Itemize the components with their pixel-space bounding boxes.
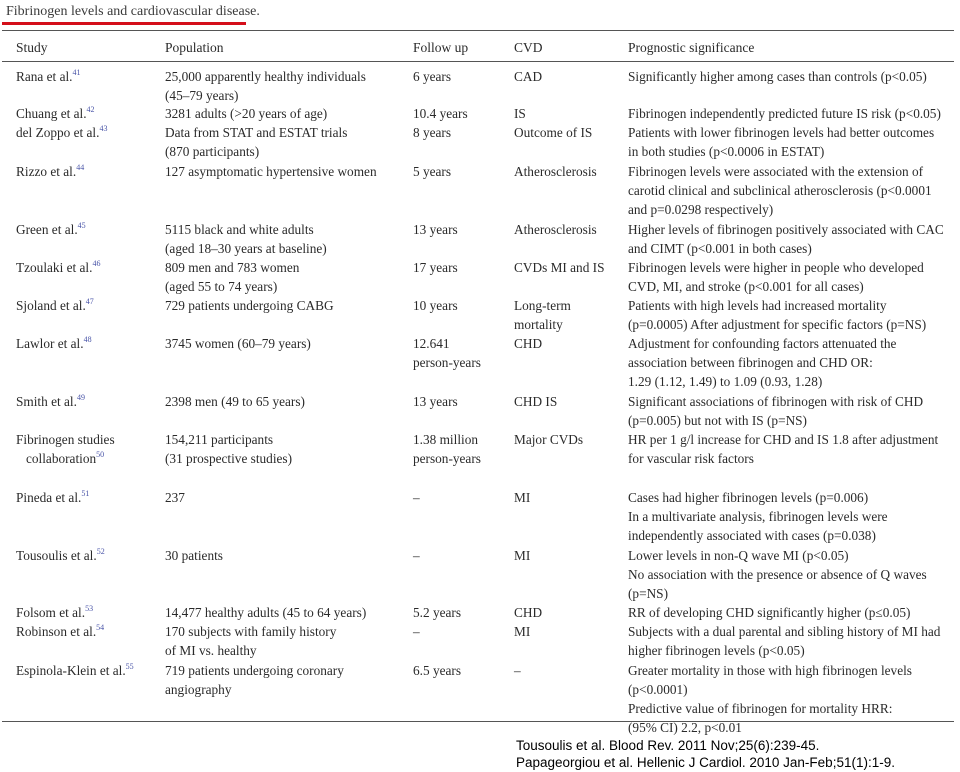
cvd-cell	[514, 603, 542, 622]
cvd-cell	[514, 622, 530, 641]
population-cell-line: Data from STAT and ESTAT trials	[165, 125, 348, 140]
data-table	[2, 30, 954, 735]
population-cell	[165, 67, 366, 105]
population-cell-line: 3281 adults (>20 years of age)	[165, 106, 328, 121]
population-cell-line: 25,000 apparently healthy individuals	[165, 69, 366, 84]
study-cell-line: Pineda et al.$^{51}$	[16, 489, 90, 505]
reference-number: 43	[99, 124, 108, 133]
population-cell-line: 127 asymptomatic hypertensive women	[165, 164, 377, 179]
follow-up-cell-line: 12.641	[413, 336, 450, 351]
cvd-cell	[514, 430, 583, 449]
follow-up-cell	[413, 488, 420, 507]
follow-up-cell-line: 10.4 years	[413, 106, 468, 121]
prognosis-cell-line: Fibrinogen levels were associated with the extension of	[628, 164, 924, 179]
follow-up-cell-line: 5 years	[413, 164, 452, 179]
follow-up-cell-line: person-years	[413, 355, 481, 370]
citation-2: Papageorgiou et al. Hellenic J Cardiol. 2010 Jan-Feb;51(1):1-9.	[516, 755, 895, 770]
cvd-cell	[514, 258, 605, 277]
follow-up-cell-line: 5.2 years	[413, 605, 461, 620]
prognosis-cell-line: Significantly higher among cases than controls (p<0.05)	[628, 69, 927, 84]
prognosis-cell	[628, 622, 940, 660]
cvd-cell-line: CHD IS	[514, 394, 558, 409]
follow-up-cell-line: 17 years	[413, 260, 458, 275]
study-cell-line: Lawlor et al.$^{48}$	[16, 335, 92, 351]
cvd-cell-line: Atherosclerosis	[514, 164, 597, 179]
study-cell	[16, 258, 100, 277]
follow-up-cell	[413, 661, 461, 680]
study-cell	[16, 546, 105, 565]
cvd-cell-line: Atherosclerosis	[514, 222, 597, 237]
study-cell-line: Fibrinogen studies	[16, 432, 115, 447]
cvd-cell	[514, 334, 542, 353]
prognosis-cell-line: No association with the presence or absence of Q waves	[628, 567, 927, 582]
prognosis-cell-line: Cases had higher fibrinogen levels (p=0.006)	[628, 490, 869, 505]
cvd-cell-line: IS	[514, 106, 526, 121]
population-cell-line: (aged 55 to 74 years)	[165, 279, 278, 294]
follow-up-cell	[413, 392, 458, 411]
prognosis-cell	[628, 123, 934, 161]
population-cell-line: 729 patients undergoing CABG	[165, 298, 334, 313]
population-cell	[165, 546, 223, 565]
population-cell	[165, 488, 185, 507]
study-cell-line: Rizzo et al.$^{44}$	[16, 163, 85, 179]
follow-up-cell-line: 10 years	[413, 298, 458, 313]
study-cell	[16, 622, 104, 641]
population-cell	[165, 430, 292, 468]
population-cell-line: (aged 18–30 years at baseline)	[165, 241, 327, 256]
cvd-cell	[514, 104, 526, 123]
follow-up-cell	[413, 220, 458, 239]
cvd-cell	[514, 123, 592, 142]
prognosis-cell-line: Fibrinogen independently predicted future IS risk (p<0.05)	[628, 106, 941, 121]
prognosis-cell-line: Greater mortality in those with high fibrinogen levels	[628, 663, 912, 678]
study-cell-line: Green et al.$^{45}$	[16, 221, 86, 237]
cvd-cell-line: MI	[514, 548, 531, 563]
prognosis-cell-line: RR of developing CHD significantly higher (p≤0.05)	[628, 605, 911, 620]
prognosis-cell-line: association between fibrinogen and CHD OR:	[628, 355, 873, 370]
prognosis-cell	[628, 296, 926, 334]
study-cell-line: Robinson et al.$^{54}$	[16, 623, 105, 639]
follow-up-cell	[413, 622, 420, 641]
follow-up-cell-line: 13 years	[413, 394, 458, 409]
population-cell-line: 3745 women (60–79 years)	[165, 336, 311, 351]
population-cell-line: 170 subjects with family history	[165, 624, 337, 639]
population-cell-line: (45–79 years)	[165, 88, 239, 103]
prognosis-cell-line: and p=0.0298 respectively)	[628, 202, 774, 217]
cvd-cell-line: CVDs MI and IS	[514, 260, 605, 275]
population-cell-line: (31 prospective studies)	[165, 451, 293, 466]
study-cell	[16, 162, 84, 181]
population-cell-line: 2398 men (49 to 65 years)	[165, 394, 305, 409]
follow-up-cell-line: –	[413, 490, 420, 505]
population-cell	[165, 661, 344, 699]
population-cell-line: angiography	[165, 682, 232, 697]
population-cell	[165, 622, 336, 660]
study-cell-line: collaboration$^{50}$	[16, 450, 105, 466]
study-cell-line: del Zoppo et al.$^{43}$	[16, 124, 108, 140]
follow-up-cell-line: –	[413, 548, 420, 563]
prognosis-cell-line: (p=NS)	[628, 586, 669, 601]
study-cell-line: Tzoulaki et al.$^{46}$	[16, 259, 101, 275]
study-cell	[16, 661, 134, 680]
prognosis-cell-line: higher fibrinogen levels (p<0.05)	[628, 643, 805, 658]
study-cell	[16, 67, 81, 86]
reference-number: 54	[96, 623, 105, 632]
prognosis-cell	[628, 220, 944, 258]
reference-number: 52	[96, 547, 105, 556]
header-follow-up: Follow up	[413, 40, 469, 55]
cvd-cell-line: CHD	[514, 336, 543, 351]
prognosis-cell-line: in both studies (p<0.0006 in ESTAT)	[628, 144, 825, 159]
follow-up-cell	[413, 123, 451, 142]
reference-number: 55	[125, 662, 134, 671]
citation-1: Tousoulis et al. Blood Rev. 2011 Nov;25(6):239-45.	[516, 738, 820, 753]
study-cell	[16, 220, 86, 239]
reference-number: 47	[85, 297, 94, 306]
follow-up-cell-line: 6.5 years	[413, 663, 461, 678]
table-title: Fibrinogen levels and cardiovascular disease.	[6, 4, 260, 19]
cvd-cell-line: Major CVDs	[514, 432, 584, 447]
follow-up-cell-line: 8 years	[413, 125, 452, 140]
reference-number: 44	[76, 163, 85, 172]
reference-number: 48	[83, 335, 92, 344]
header-rule	[2, 61, 954, 62]
prognosis-cell-line: Patients with high levels had increased mortality	[628, 298, 887, 313]
population-cell	[165, 392, 305, 411]
follow-up-cell	[413, 104, 468, 123]
follow-up-cell	[413, 162, 451, 181]
study-cell	[16, 392, 85, 411]
prognosis-cell	[628, 162, 932, 219]
follow-up-cell-line: person-years	[413, 451, 481, 466]
study-cell	[16, 104, 95, 123]
prognosis-cell-line: Adjustment for confounding factors attenuated the	[628, 336, 897, 351]
cvd-cell	[514, 162, 597, 181]
population-cell	[165, 104, 327, 123]
prognosis-cell	[628, 603, 910, 622]
header-population: Population	[165, 40, 224, 55]
reference-number: 45	[77, 221, 86, 230]
cvd-cell	[514, 661, 521, 680]
cvd-cell-line: CAD	[514, 69, 543, 84]
population-cell-line: of MI vs. healthy	[165, 643, 257, 658]
prognosis-cell-line: independently associated with cases (p=0.038)	[628, 528, 876, 543]
follow-up-cell	[413, 430, 481, 468]
cvd-cell	[514, 488, 530, 507]
prognosis-cell	[628, 334, 896, 391]
population-cell-line: 14,477 healthy adults (45 to 64 years)	[165, 605, 367, 620]
header-prognostic-significance: Prognostic significance	[628, 40, 755, 55]
population-cell	[165, 603, 366, 622]
study-cell	[16, 603, 93, 622]
prognosis-cell-line: (p=0.0005) After adjustment for specific factors (p=NS)	[628, 317, 927, 332]
study-cell	[16, 430, 115, 468]
population-cell	[165, 220, 327, 258]
cvd-cell-line: –	[514, 663, 521, 678]
follow-up-cell	[413, 334, 481, 372]
study-cell-line: Sjoland et al.$^{47}$	[16, 297, 94, 313]
cvd-cell-line: CHD	[514, 605, 543, 620]
follow-up-cell-line: 13 years	[413, 222, 458, 237]
population-cell	[165, 123, 347, 161]
follow-up-cell	[413, 546, 420, 565]
header-cvd: CVD	[514, 40, 543, 55]
follow-up-cell-line: 6 years	[413, 69, 452, 84]
cvd-cell-line: MI	[514, 490, 531, 505]
title-underline	[2, 22, 246, 25]
cvd-cell	[514, 392, 557, 411]
prognosis-cell-line: and CIMT (p<0.001 in both cases)	[628, 241, 812, 256]
population-cell	[165, 296, 334, 315]
cvd-cell-line: MI	[514, 624, 531, 639]
study-cell	[16, 123, 107, 142]
cvd-cell-line: mortality	[514, 317, 563, 332]
citations	[516, 737, 895, 771]
prognosis-cell-line: Significant associations of fibrinogen with risk of CHD	[628, 394, 924, 409]
population-cell-line: (870 participants)	[165, 144, 260, 159]
reference-number: 41	[72, 68, 81, 77]
prognosis-cell-line: (p<0.0001)	[628, 682, 688, 697]
prognosis-cell	[628, 546, 927, 603]
prognosis-cell	[628, 392, 923, 430]
study-cell	[16, 334, 92, 353]
population-cell	[165, 162, 377, 181]
cvd-cell-line: Outcome of IS	[514, 125, 593, 140]
follow-up-cell	[413, 258, 458, 277]
population-cell-line: 237	[165, 490, 185, 505]
prognosis-cell	[628, 67, 927, 86]
prognosis-cell-line: 1.29 (1.12, 1.49) to 1.09 (0.93, 1.28)	[628, 374, 823, 389]
prognosis-cell-line: (p=0.005) but not with IS (p=NS)	[628, 413, 807, 428]
study-cell	[16, 488, 89, 507]
study-cell-line: Tousoulis et al.$^{52}$	[16, 547, 105, 563]
population-cell	[165, 334, 311, 353]
prognosis-cell-line: Patients with lower fibrinogen levels had better outcomes	[628, 125, 935, 140]
prognosis-cell-line: HR per 1 g/l increase for CHD and IS 1.8 after adjustment	[628, 432, 939, 447]
prognosis-cell-line: carotid clinical and subclinical atherosclerosis (p<0.0001	[628, 183, 932, 198]
prognosis-cell-line: Higher levels of fibrinogen positively associated with CAC	[628, 222, 944, 237]
prognosis-cell-line: In a multivariate analysis, fibrinogen levels were	[628, 509, 888, 524]
cvd-cell	[514, 546, 530, 565]
study-cell-line: Smith et al.$^{49}$	[16, 393, 85, 409]
prognosis-cell	[628, 430, 938, 468]
prognosis-cell-line: (95% CI) 2.2, p<0.01	[628, 720, 742, 735]
reference-number: 49	[76, 393, 85, 402]
population-cell-line: 30 patients	[165, 548, 223, 563]
prognosis-cell-line: Subjects with a dual parental and sibling history of MI had	[628, 624, 941, 639]
prognosis-cell	[628, 104, 941, 123]
population-cell-line: 719 patients undergoing coronary	[165, 663, 344, 678]
population-cell-line: 154,211 participants	[165, 432, 274, 447]
study-cell-line: Espinola-Klein et al.$^{55}$	[16, 662, 134, 678]
follow-up-cell-line: 1.38 million	[413, 432, 479, 447]
follow-up-cell-line: –	[413, 624, 420, 639]
prognosis-cell-line: Lower levels in non-Q wave MI (p<0.05)	[628, 548, 849, 563]
study-cell-line: Folsom et al.$^{53}$	[16, 604, 94, 620]
cvd-cell	[514, 220, 597, 239]
prognosis-cell-line: Predictive value of fibrinogen for mortality HRR:	[628, 701, 893, 716]
header-study: Study	[16, 40, 48, 55]
cvd-cell	[514, 296, 571, 334]
follow-up-cell	[413, 67, 451, 86]
study-cell-line: Chuang et al.$^{42}$	[16, 105, 95, 121]
prognosis-cell	[628, 661, 912, 737]
reference-number: 50	[96, 450, 105, 459]
population-cell-line: 5115 black and white adults	[165, 222, 314, 237]
prognosis-cell-line: CVD, MI, and stroke (p<0.001 for all cases)	[628, 279, 864, 294]
study-cell	[16, 296, 94, 315]
prognosis-cell-line: Fibrinogen levels were higher in people who developed	[628, 260, 924, 275]
follow-up-cell	[413, 603, 461, 622]
reference-number: 42	[86, 105, 95, 114]
prognosis-cell	[628, 258, 924, 296]
reference-number: 53	[85, 604, 94, 613]
study-cell-line: Rana et al.$^{41}$	[16, 68, 81, 84]
population-cell	[165, 258, 299, 296]
prognosis-cell-line: for vascular risk factors	[628, 451, 754, 466]
follow-up-cell	[413, 296, 458, 315]
reference-number: 46	[92, 259, 101, 268]
prognosis-cell	[628, 488, 888, 545]
cvd-cell-line: Long-term	[514, 298, 571, 313]
reference-number: 51	[81, 489, 90, 498]
cvd-cell	[514, 67, 542, 86]
population-cell-line: 809 men and 783 women	[165, 260, 300, 275]
